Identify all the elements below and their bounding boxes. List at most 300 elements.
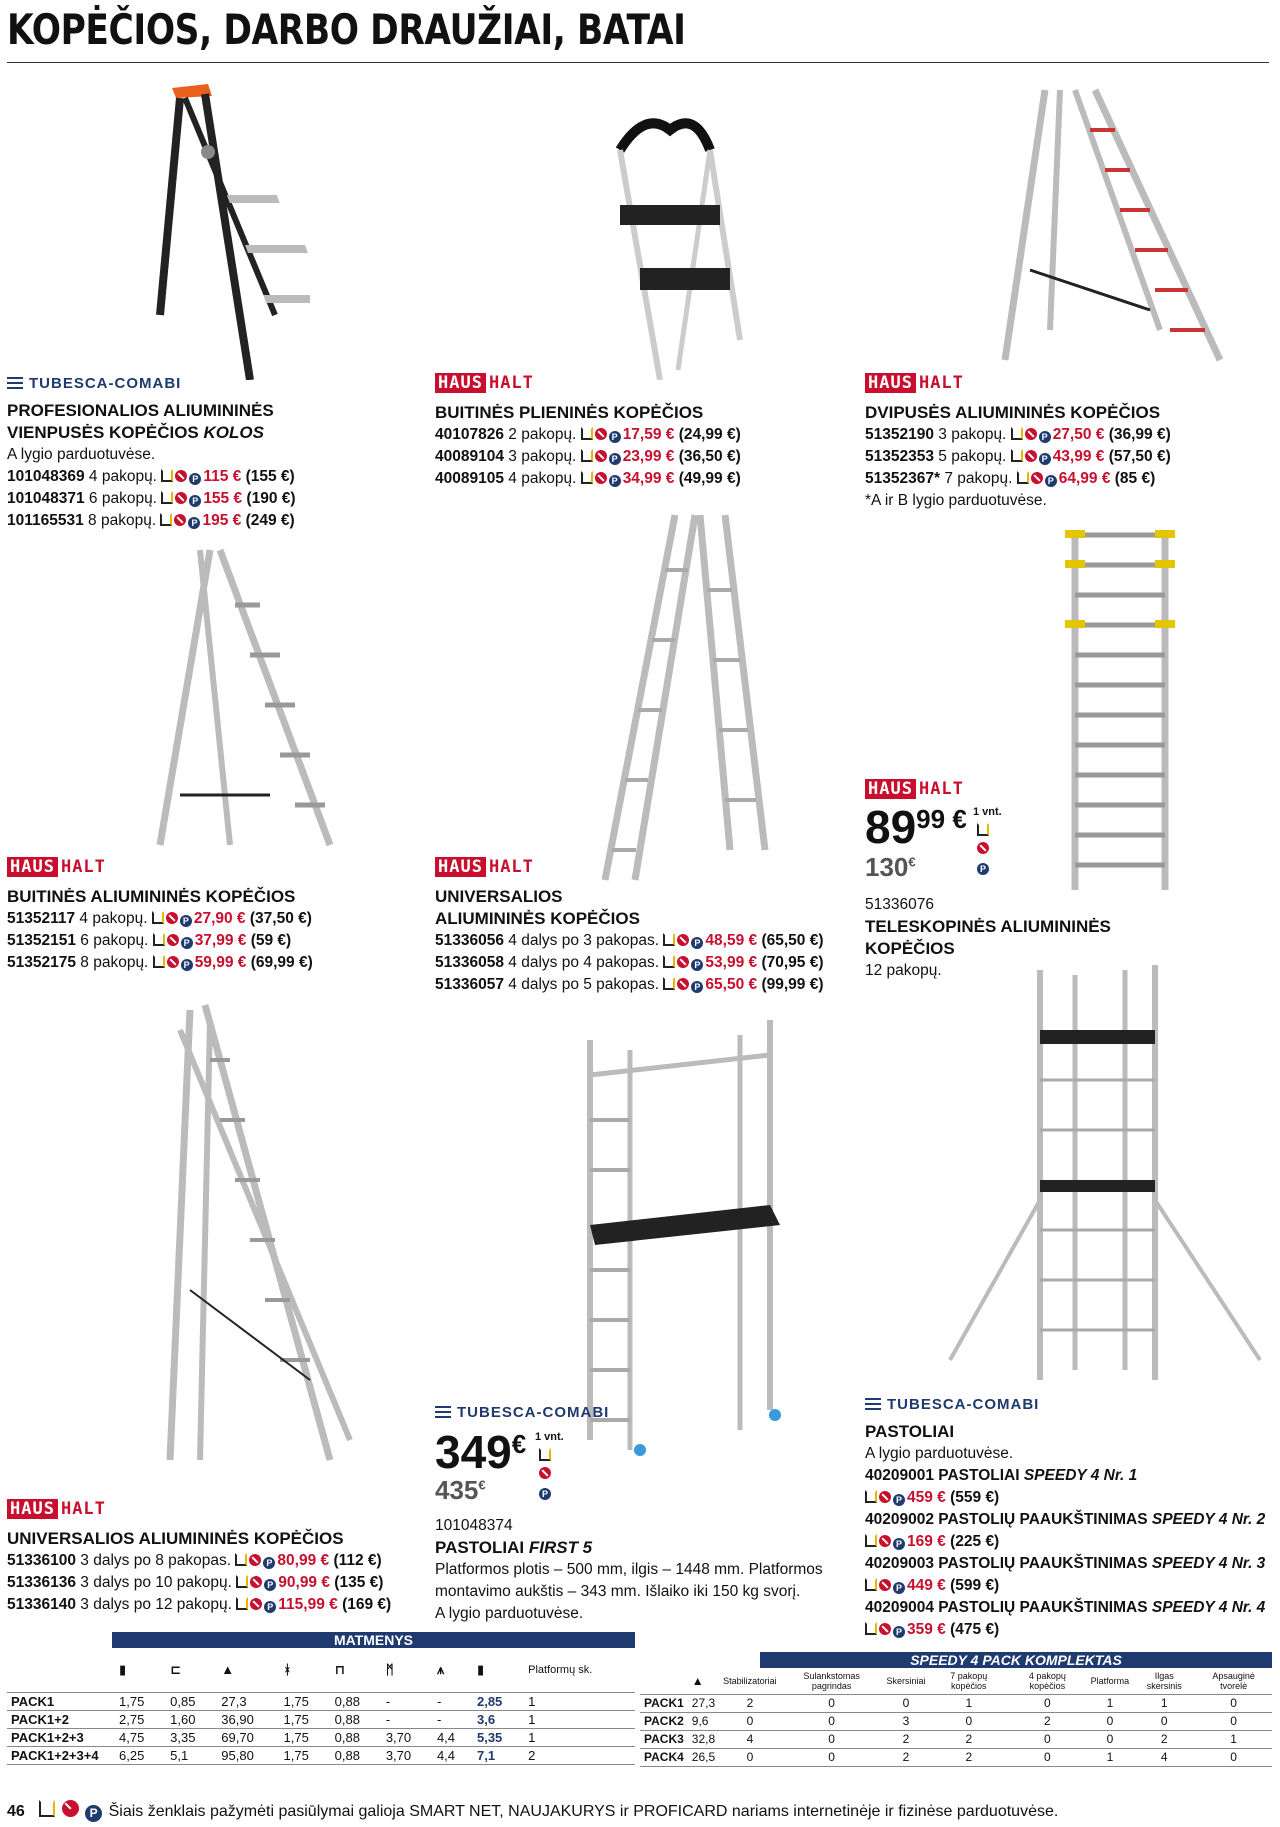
smartnet-card-icon — [663, 933, 675, 946]
weight-icon: ▲ — [217, 1648, 279, 1692]
matmenys-table — [7, 1648, 635, 1765]
column-header: 4 pakopų kopėčios — [1008, 1668, 1087, 1694]
product-note: A lygio parduotuvėse. — [865, 1445, 1014, 1462]
product-title: PASTOLIAI — [865, 1422, 955, 1441]
price-rows — [7, 466, 427, 532]
proficard-icon: P — [893, 1626, 905, 1638]
product-code: 51336058 — [435, 954, 504, 971]
smartnet-card-icon — [1011, 449, 1023, 462]
table-cell: 0 — [781, 1694, 883, 1712]
product-code: 40089105 — [435, 470, 504, 487]
table-cell: 1 — [1087, 1748, 1134, 1766]
platform-height-icon: ▮ — [473, 1648, 524, 1692]
table-row — [640, 1748, 1272, 1766]
product-desc: 4 pakopų. — [88, 468, 157, 485]
big-price-block — [865, 801, 1195, 894]
price-rows — [865, 424, 1275, 490]
sale-price: 65,50 € — [705, 976, 758, 993]
tubesca-logo: TUBESCA-COMABI — [865, 1396, 1275, 1413]
base-icon: ⩚ — [433, 1648, 473, 1692]
smartnet-card-icon — [1017, 471, 1029, 484]
table-cell: 1 — [1195, 1730, 1272, 1748]
naujakurys-icon — [167, 934, 179, 946]
naujakurys-icon — [879, 1535, 891, 1547]
table-cell: 69,70 — [217, 1728, 279, 1746]
table-cell: 5,35 — [473, 1728, 524, 1746]
price-row — [435, 974, 855, 996]
product-code: 51336136 — [7, 1574, 76, 1591]
smartnet-card-icon — [539, 1448, 551, 1461]
table-cell: 0 — [1008, 1694, 1087, 1712]
naujakurys-icon — [249, 1554, 261, 1566]
table-cell: 27,3 — [217, 1692, 279, 1710]
icon-stack — [539, 1447, 553, 1501]
unit-label: 1 vnt. — [973, 806, 1002, 818]
price-row — [865, 424, 1275, 446]
tubesca-logo: TUBESCA-COMABI — [7, 375, 427, 392]
table-row — [7, 1692, 635, 1710]
product-desc: 4 dalys po 3 pakopas. — [508, 932, 660, 949]
proficard-icon: P — [181, 959, 193, 971]
product-desc: 3 pakopų. — [938, 426, 1007, 443]
pack-name: PACK4 — [640, 1748, 688, 1766]
table-cell: 1,75 — [280, 1710, 331, 1728]
sale-price: 449 € — [907, 1577, 946, 1594]
smartnet-card-icon — [581, 427, 593, 440]
smartnet-card-icon — [977, 823, 989, 836]
sale-price: 80,99 € — [277, 1552, 330, 1569]
sale-price: 115 € — [203, 468, 242, 485]
table-cell: 1 — [524, 1728, 635, 1746]
column-header: Sulankstomas pagrindas — [781, 1668, 883, 1694]
table-cell: 2 — [524, 1746, 635, 1764]
product-code: 40107826 — [435, 426, 504, 443]
sale-price: 90,99 € — [278, 1574, 330, 1591]
regular-price: (559 €) — [950, 1489, 1000, 1506]
product-code: 51352353 — [865, 448, 934, 465]
table-cell: 0,85 — [166, 1692, 217, 1710]
table-cell: - — [382, 1710, 433, 1728]
naujakurys-icon — [1025, 428, 1037, 440]
speedy-item-price — [865, 1619, 1275, 1641]
product-desc: Platformos plotis – 500 mm, ilgis – 1448 mm. Platformos — [435, 1561, 823, 1578]
product-code: 51352367* — [865, 470, 940, 487]
product-title: DVIPUSĖS ALIUMININĖS KOPĖČIOS — [865, 403, 1161, 422]
pack-name: PACK1 — [640, 1694, 688, 1712]
table-cell: 0 — [1008, 1748, 1087, 1766]
table-cell: 0,88 — [331, 1728, 382, 1746]
haushalt-logo: HAUS HALT — [865, 778, 964, 800]
table-cell: 0 — [882, 1694, 929, 1712]
regular-price: (85 €) — [1114, 470, 1156, 487]
footer-note: Šiais ženklais pažymėti pasiūlymai galioja SMART NET, NAUJAKURYS ir PROFICARD nariams internetinėje ir fizinėse parduotuvėse. — [108, 1803, 1059, 1820]
tubesca-logo: TUBESCA-COMABI — [435, 1404, 855, 1421]
regular-price: (65,50 €) — [761, 932, 824, 949]
naujakurys-icon — [250, 1576, 262, 1588]
sale-price: 27,50 € — [1052, 426, 1105, 443]
product-desc: 5 pakopų. — [938, 448, 1007, 465]
product-name: PASTOLIAI — [938, 1467, 1020, 1484]
proficard-icon: P — [1045, 475, 1057, 487]
product-desc: 8 pakopų. — [80, 954, 149, 971]
product-desc: 3 dalys po 10 pakopų. — [80, 1574, 232, 1591]
sale-price: 48,59 € — [705, 932, 758, 949]
product-code: 101048371 — [7, 490, 85, 507]
table-cell: 3,70 — [382, 1728, 433, 1746]
regular-price: (135 €) — [334, 1574, 384, 1591]
product-code: 51336100 — [7, 1552, 76, 1569]
sale-price: 23,99 € — [622, 448, 675, 465]
price-row — [435, 424, 855, 446]
first5-scaffold-image — [570, 1010, 790, 1460]
proficard-icon: P — [691, 959, 703, 971]
table-cell: 2,75 — [115, 1710, 166, 1728]
pack-name: PACK1+2+3+4 — [7, 1746, 115, 1764]
price-row — [865, 446, 1275, 468]
table-row — [7, 1710, 635, 1728]
regular-price: (57,50 €) — [1108, 448, 1171, 465]
icon-stack — [977, 822, 991, 876]
regular-price: (599 €) — [950, 1577, 1000, 1594]
speedy-item-title — [865, 1597, 1275, 1619]
table-cell: 1,75 — [280, 1692, 331, 1710]
table-cell: 0 — [781, 1748, 883, 1766]
title-divider — [7, 62, 1269, 63]
regular-price: (36,99 €) — [1108, 426, 1171, 443]
table-cell: 5,1 — [166, 1746, 217, 1764]
proficard-icon: P — [181, 937, 193, 949]
regular-price: (59 €) — [250, 932, 292, 949]
smartnet-card-icon — [153, 933, 165, 946]
naujakurys-icon — [539, 1467, 551, 1479]
table-cell: 3,70 — [382, 1746, 433, 1764]
haushalt-logo: HAUS HALT — [7, 856, 106, 878]
table-cell: 95,80 — [217, 1746, 279, 1764]
product-code: 51336057 — [435, 976, 504, 993]
proficard-icon: P — [264, 1579, 276, 1591]
product-code: 40089104 — [435, 448, 504, 465]
table-cell: 1,60 — [166, 1710, 217, 1728]
naujakurys-icon — [677, 956, 689, 968]
product-desc: 4 pakopų. — [508, 470, 577, 487]
proficard-icon: P — [691, 937, 703, 949]
product-title: PROFESIONALIOS ALIUMININĖS VIENPUSĖS KOPĖČIOS KOLOS — [7, 401, 274, 442]
regular-price: (155 €) — [245, 468, 295, 485]
table-cell: 4,4 — [433, 1746, 473, 1764]
regular-price: (475 €) — [950, 1621, 1000, 1638]
column-header: Stabilizatoriai — [719, 1668, 781, 1694]
table-cell: 2,85 — [473, 1692, 524, 1710]
product-title: BUITINĖS PLIENINĖS KOPĖČIOS — [435, 403, 704, 422]
table-cell: 32,8 — [688, 1730, 719, 1748]
price-row — [7, 1550, 427, 1572]
pack-name: PACK1+2+3 — [7, 1728, 115, 1746]
kolos-ladder-image — [150, 80, 310, 380]
table-cell: 2 — [930, 1730, 1009, 1748]
table-cell: 1 — [930, 1694, 1009, 1712]
product-title: BUITINĖS ALIUMININĖS KOPĖČIOS — [7, 887, 296, 906]
regular-price: (37,50 €) — [249, 910, 312, 927]
proficard-icon: P — [893, 1538, 905, 1550]
price-row — [7, 510, 427, 532]
product-title: TELESKOPINĖS ALIUMININĖS KOPĖČIOS — [865, 917, 1111, 958]
proficard-icon: P — [1039, 453, 1051, 465]
price-row — [435, 468, 855, 490]
universal-folding-ladder-image — [590, 510, 780, 890]
price-row — [7, 1572, 427, 1594]
product-title: PASTOLIAI FIRST 5 — [435, 1538, 593, 1557]
product-desc: 4 dalys po 5 pakopas. — [508, 976, 660, 993]
naujakurys-icon — [250, 1598, 262, 1610]
price-row — [7, 466, 427, 488]
haushalt-logo: HAUS HALT — [7, 1498, 106, 1520]
product-note: A lygio parduotuvėse. — [435, 1605, 584, 1622]
proficard-icon: P — [189, 495, 201, 507]
regular-price: (249 €) — [245, 512, 295, 529]
proficard-icon: P — [977, 863, 989, 875]
column-header: Platforma — [1087, 1668, 1134, 1694]
sale-price: 169 € — [907, 1533, 946, 1550]
table-cell: 0 — [1195, 1748, 1272, 1766]
table-cell: 9,6 — [688, 1712, 719, 1730]
page-footer — [7, 1800, 1058, 1822]
naujakurys-icon — [167, 956, 179, 968]
table-cell: 4 — [719, 1730, 781, 1748]
regular-price: (112 €) — [333, 1552, 382, 1569]
smartnet-card-icon — [865, 1490, 877, 1503]
table-row — [7, 1746, 635, 1764]
smartnet-card-icon — [153, 955, 165, 968]
proficard-icon: P — [188, 517, 200, 529]
product-code: 40209003 — [865, 1555, 934, 1572]
product-double-ladder — [865, 372, 1275, 512]
price-row — [7, 930, 427, 952]
product-code: 51352151 — [7, 932, 76, 949]
product-code: 101048374 — [435, 1517, 513, 1534]
table-cell: 1 — [524, 1710, 635, 1728]
price-row — [865, 468, 1275, 490]
product-code: 101165531 — [7, 512, 84, 529]
naujakurys-icon — [175, 492, 187, 504]
product-desc: 8 pakopų. — [88, 512, 157, 529]
proficard-icon: P — [609, 431, 621, 443]
sale-price: 17,59 € — [622, 426, 675, 443]
product-model: SPEEDY 4 Nr. 1 — [1023, 1467, 1138, 1484]
matmenys-header: MATMENYS — [112, 1632, 635, 1648]
steel-step-ladder-image — [600, 110, 750, 380]
table-row — [7, 1728, 635, 1746]
product-desc: 3 pakopų. — [508, 448, 577, 465]
table-cell: 2 — [930, 1748, 1009, 1766]
smartnet-card-icon — [663, 977, 675, 990]
big-price: $89^{99 €}$ — [865, 801, 967, 853]
three-part-ladder-image — [160, 1000, 360, 1470]
column-header: Apsauginė tvorelė — [1195, 1668, 1272, 1694]
smartnet-card-icon — [1011, 427, 1023, 440]
proficard-icon: P — [189, 473, 201, 485]
product-kolos — [7, 375, 427, 532]
product-desc: 6 pakopų. — [80, 932, 149, 949]
product-three-part — [7, 1498, 427, 1616]
proficard-icon: P — [691, 981, 703, 993]
table-cell: 6,25 — [115, 1746, 166, 1764]
haushalt-logo: HAUS HALT — [865, 372, 964, 394]
proficard-icon: P — [539, 1488, 551, 1500]
table-cell: 0 — [1087, 1730, 1134, 1748]
speedy-item-price — [865, 1575, 1275, 1597]
regular-price: (69,99 €) — [250, 954, 313, 971]
old-price: 435€ — [435, 1475, 486, 1505]
regular-price: (225 €) — [950, 1533, 1000, 1550]
sale-price: 115,99 € — [278, 1596, 338, 1613]
smartnet-card-icon — [160, 513, 172, 526]
smartnet-card-icon — [581, 471, 593, 484]
double-sided-ladder-image — [990, 80, 1240, 370]
regular-price: (49,99 €) — [678, 470, 741, 487]
smartnet-card-icon — [865, 1534, 877, 1547]
product-name: PASTOLIŲ PAAUKŠTINIMAS — [938, 1555, 1148, 1572]
table-cell: 1 — [524, 1692, 635, 1710]
naujakurys-icon — [677, 978, 689, 990]
table-cell: 7,1 — [473, 1746, 524, 1764]
naujakurys-icon — [677, 934, 689, 946]
smartnet-card-icon — [152, 911, 164, 924]
table-cell: 36,90 — [217, 1710, 279, 1728]
product-code: 51352117 — [7, 910, 76, 927]
table-cell: 1,75 — [115, 1692, 166, 1710]
regular-price: (169 €) — [342, 1596, 392, 1613]
price-rows — [7, 908, 427, 974]
table-cell: 3,35 — [166, 1728, 217, 1746]
naujakurys-icon — [595, 450, 607, 462]
product-desc: montavimo aukštis – 343 mm. Išlaiko iki 150 kg svorį. — [435, 1583, 801, 1600]
product-model: SPEEDY 4 Nr. 4 — [1151, 1599, 1266, 1616]
proficard-icon: P — [1039, 431, 1051, 443]
regular-price: (70,95 €) — [761, 954, 824, 971]
length-icon: ᚼ — [280, 1648, 331, 1692]
big-price: 349€ — [435, 1426, 527, 1478]
tubesca-bars-icon — [865, 1398, 881, 1410]
product-universal-folding — [435, 856, 855, 996]
product-name: PASTOLIŲ PAAUKŠTINIMAS — [938, 1599, 1148, 1616]
sale-price: 64,99 € — [1058, 470, 1111, 487]
speedy-item-title — [865, 1553, 1275, 1575]
table-cell: - — [433, 1692, 473, 1710]
table-cell: 1,75 — [280, 1728, 331, 1746]
table-cell: 1,75 — [280, 1746, 331, 1764]
table-cell: 0 — [930, 1712, 1009, 1730]
naujakurys-icon — [62, 1800, 79, 1817]
naujakurys-icon — [174, 514, 186, 526]
table-cell: 0,88 — [331, 1692, 382, 1710]
weight-icon: ▲ — [688, 1668, 719, 1694]
sale-price: 43,99 € — [1052, 448, 1105, 465]
product-name: PASTOLIŲ PAAUKŠTINIMAS — [938, 1511, 1148, 1528]
product-code: 51336140 — [7, 1596, 76, 1613]
pack-name: PACK1+2 — [7, 1710, 115, 1728]
product-code: 40209001 — [865, 1467, 934, 1484]
price-row — [7, 952, 427, 974]
pack-name: PACK2 — [640, 1712, 688, 1730]
matmenys-table-block — [7, 1632, 635, 1765]
table-cell: 0 — [1133, 1712, 1195, 1730]
table-cell: 0 — [1087, 1712, 1134, 1730]
price-row — [7, 908, 427, 930]
height-icon: ▮ — [115, 1648, 166, 1692]
regular-price: (190 €) — [246, 490, 296, 507]
product-note: A lygio parduotuvėse. — [7, 446, 156, 463]
naujakurys-icon — [595, 428, 607, 440]
smartnet-card-icon — [161, 491, 173, 504]
stabilizer-icon: ᛗ — [382, 1648, 433, 1692]
speedy-pack-table-block — [640, 1652, 1272, 1767]
table-cell: - — [433, 1710, 473, 1728]
haushalt-logo: HAUS HALT — [435, 372, 534, 394]
smartnet-card-icon — [161, 469, 173, 482]
sale-price: 27,90 € — [193, 910, 246, 927]
speedy-item-title — [865, 1509, 1275, 1531]
table-cell: 0 — [781, 1712, 883, 1730]
sale-price: 459 € — [907, 1489, 946, 1506]
table-cell: 0 — [1195, 1712, 1272, 1730]
table-cell: 0,88 — [331, 1710, 382, 1728]
price-row — [435, 446, 855, 468]
speedy-item-price — [865, 1531, 1275, 1553]
naujakurys-icon — [1025, 450, 1037, 462]
depth-icon: ⊓ — [331, 1648, 382, 1692]
pack-name: PACK3 — [640, 1730, 688, 1748]
proficard-icon: P — [85, 1805, 102, 1822]
table-cell: 0 — [1008, 1730, 1087, 1748]
speedy-pack-header: SPEEDY 4 PACK KOMPLEKTAS — [760, 1652, 1272, 1668]
naujakurys-icon — [1031, 472, 1043, 484]
page-title: KOPĖČIOS, DARBO DRAUŽIAI, BATAI — [7, 5, 686, 54]
product-desc: 3 dalys po 12 pakopų. — [80, 1596, 232, 1613]
tubesca-bars-icon — [7, 377, 23, 389]
regular-price: (24,99 €) — [678, 426, 741, 443]
price-row — [7, 488, 427, 510]
unit-label: 1 vnt. — [535, 1431, 564, 1443]
haushalt-logo: HAUS HALT — [435, 856, 534, 878]
product-note: 12 pakopų. — [865, 962, 942, 979]
product-model: SPEEDY 4 Nr. 2 — [1151, 1511, 1266, 1528]
table-row — [640, 1694, 1272, 1712]
sale-price: 37,99 € — [194, 932, 247, 949]
product-desc: 4 pakopų. — [79, 910, 148, 927]
table-cell: 0 — [781, 1730, 883, 1748]
smartnet-card-icon — [235, 1553, 247, 1566]
price-row — [435, 952, 855, 974]
table-row — [640, 1730, 1272, 1748]
product-speedy4 — [865, 1396, 1275, 1641]
smartnet-card-icon — [865, 1578, 877, 1591]
naujakurys-icon — [175, 470, 187, 482]
speedy-pack-table — [640, 1668, 1272, 1767]
product-desc: 2 pakopų. — [508, 426, 577, 443]
product-first5 — [435, 1404, 855, 1625]
column-header: Ilgas skersinis — [1133, 1668, 1195, 1694]
proficard-icon: P — [609, 453, 621, 465]
table-cell: 2 — [1133, 1730, 1195, 1748]
pack-name: PACK1 — [7, 1692, 115, 1710]
product-telescopic — [865, 778, 1195, 982]
blank-header — [640, 1668, 688, 1694]
table-cell: 0 — [719, 1712, 781, 1730]
product-desc: 6 pakopų. — [88, 490, 157, 507]
product-code: 40209004 — [865, 1599, 934, 1616]
speedy-price-rows — [865, 1465, 1275, 1641]
product-model: SPEEDY 4 Nr. 3 — [1151, 1555, 1266, 1572]
